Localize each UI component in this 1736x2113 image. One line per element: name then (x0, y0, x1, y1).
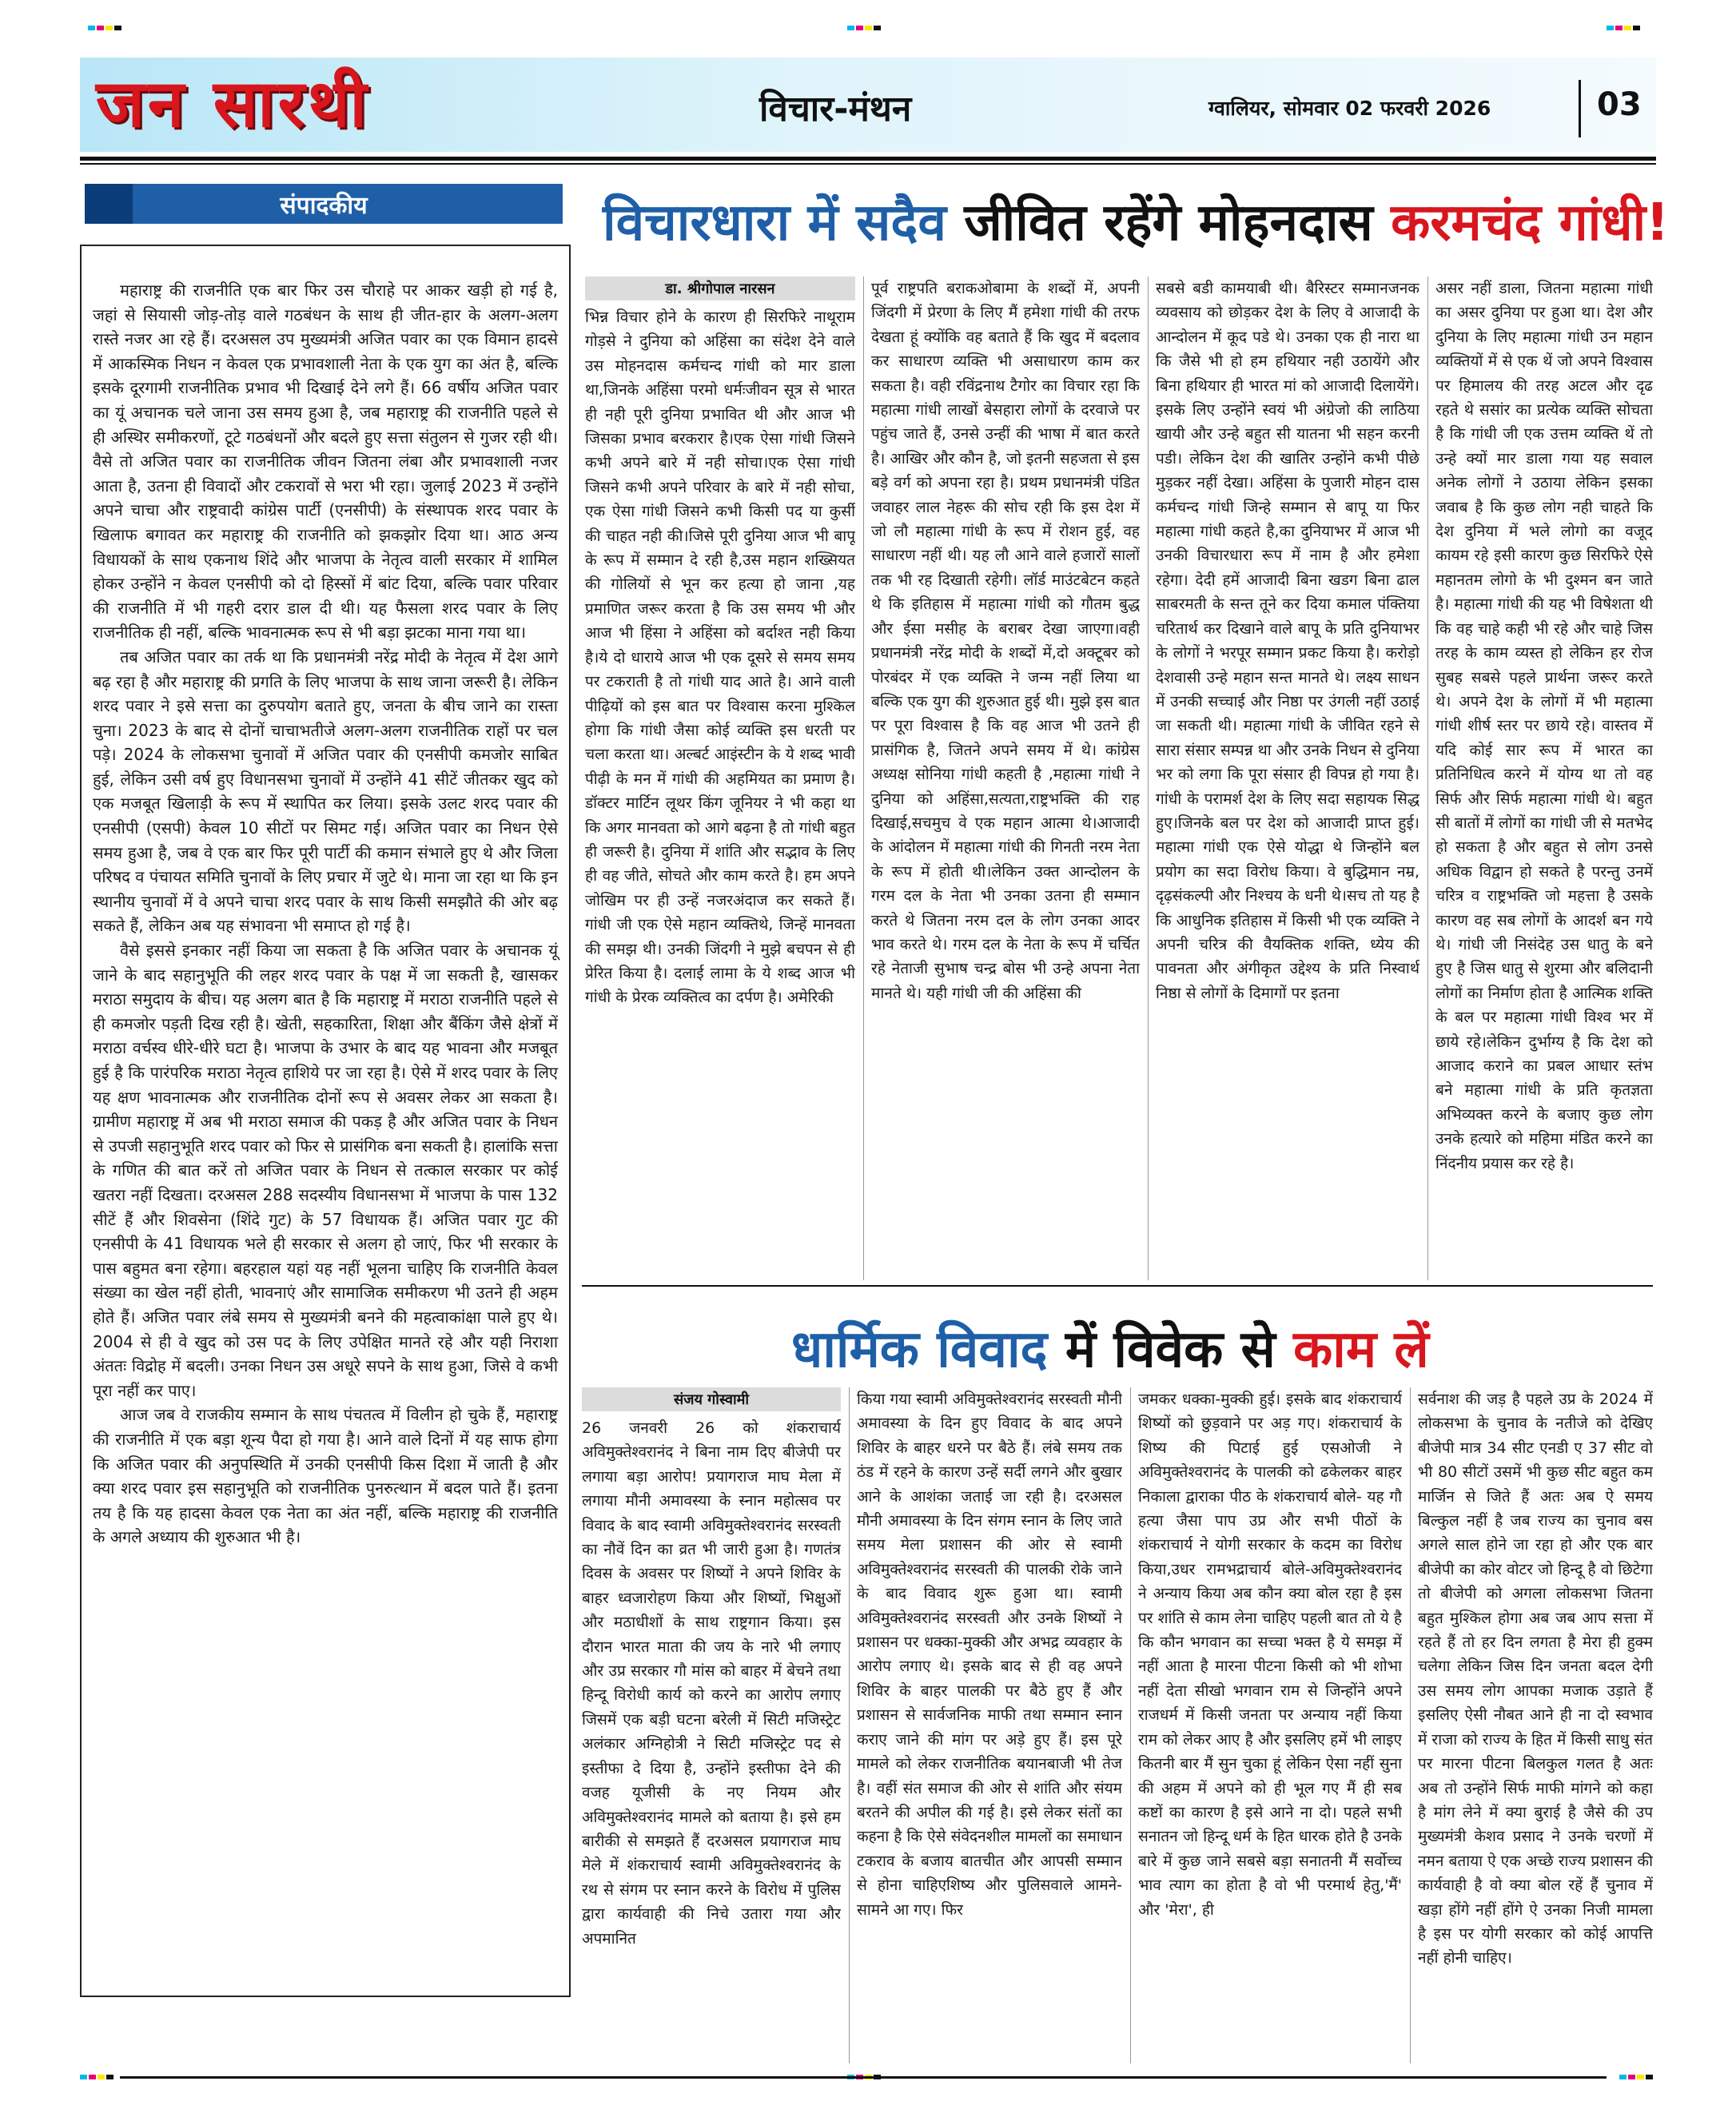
editorial-paragraph: महाराष्ट्र की राजनीति एक बार फिर उस चौराहे पर आकर खड़ी हो गई है, जहां से सियासी जोड़-तोड़ वाले गठबंधन के साथ ही जीत-हार के अलग-अलग रास्ते नजर आ रहे हैं। दरअसल उप मुख्यमंत्री अजित पवार का एक विमान हादसे में आकस्मिक निधन न केवल एक प्रभावशाली नेता के एक युग का अंत है, बल्कि इसके दूरगामी राजनीतिक प्रभाव भी दिखाई देने लगे हैं। 66 वर्षीय अजित पवार का यूं अचानक चले जाना उस समय हुआ है, जब महाराष्ट्र की राजनीति पहले से ही अस्थिर समीकरणों, टूटे गठबंधनों और बदले हुए सत्ता संतुलन से गुजर रही थी। वैसे तो अजित पवार का राजनीतिक जीवन जितना लंबा और प्रभावशाली नजर आता है, उतना ही विवादों और टकरावों से भरा भी रहा। जुलाई 2023 में उन्होंने अपने चाचा और राष्ट्रवादी कांग्रेस पार्टी (एनसीपी) के संस्थापक शरद पवार के खिलाफ बगावत कर महाराष्ट्र की राजनीति को झकझोर दिया था। आठ अन्य विधायकों के साथ एकनाथ शिंदे और भाजपा के नेतृत्व वाली सरकार में शामिल होकर उन्होंने न केवल एनसीपी को दो हिस्सों में बांट दिया, बल्कि पवार परिवार की राजनीति में भी गहरी दरार डाल दी थी। यह फैसला शरद पवार के लिए राजनीतिक ही नहीं, बल्कि भावनात्मक रूप से भी बड़ा झटका माना गया था। (93, 281, 558, 643)
article2-headline-part3: काम लें (1293, 1320, 1429, 1379)
registration-mark-bottom-right (1619, 2075, 1653, 2079)
article1-headline-part1: विचारधारा में सदैव (603, 193, 946, 253)
column-divider (863, 277, 864, 1280)
column-divider (1427, 277, 1428, 1280)
registration-mark-top-right (1607, 26, 1640, 30)
registration-mark-bottom-left (80, 2075, 113, 2079)
article1-column-1 (585, 305, 855, 1282)
masthead-separator (1579, 80, 1581, 137)
article2-column-text: किया गया स्वामी अविमुक्तेश्वरानंद सरस्वती मौनी अमावस्या के दिन हुए विवाद के बाद अपने शिविर के बाहर धरने पर बैठे हैं। लंबे समय तक ठंड में रहने के कारण उन्हें सर्दी लगने और बुखार आने के आशंका जताई जा रही है। दरअसल मौनी अमावस्या के दिन संगम स्नान के लिए जाते समय मेला प्रशासन की ओर से स्वामी अविमुक्तेश्वरानंद सरस्वती की पालकी रोके जाने के बाद विवाद शुरू हुआ था। स्वामी अविमुक्तेश्वरानंद सरस्वती और उनके शिष्यों ने प्रशासन पर धक्का-मुक्की और अभद्र व्यवहार के आरोप लगाए थे। इसके बाद से ही वह अपने शिविर के बाहर पालकी पर बैठे हुए हैं और प्रशासन से सार्वजनिक माफी तथा सम्मान स्नान कराए जाने की मांग पर अड़े हुए हैं। इस पूरे मामले को लेकर राजनीतिक बयानबाजी भी तेज है। वहीं संत समाज की ओर से शांति और संयम बरतने की अपील की गई है। इसे लेकर संतों का कहना है कि ऐसे संवेदनशील मामलों का समाधान टकराव के बजाय बातचीत और आपसी सम्मान से होना चाहिएशिष्य और पुलिसवाले आमने-सामने आ गए। फिर (857, 1391, 1122, 1919)
article2-byline: संजय गोस्वामी (582, 1387, 841, 1411)
article1-headline-part2: जीवित रहेंगे मोहनदास (964, 193, 1373, 253)
article2-column-text: जमकर धक्का-मुक्की हुई। इसके बाद शंकराचार्य शिष्यों को छुड़वाने पर अड़ गए। शंकराचार्य के शिष्य की पिटाई हुई एसओजी ने अविमुक्तेश्वरानंद के पालकी को ढकेलकर बाहर निकाला द्वाराका पीठ के शंकराचार्य बोले- यह गौ हत्या जैसा पाप उप्र और सभी पीठों के शंकराचार्य ने योगी सरकार के कदम का विरोध किया,उधर रामभद्राचार्य बोले-अविमुक्तेश्वरानंद ने अन्याय किया अब कौन क्या बोल रहा है इस पर शांति से काम लेना चाहिए पहली बात तो ये है कि कौन भगवान का सच्चा भक्त है ये समझ में नहीं आता है मारना पीटना किसी को भी शोभा नहीं देता सीखो भगवान राम से जिन्होंने अपने राजधर्म में किसी जनता पर अन्याय नहीं किया राम को लेकर आए है और इसलिए हमें भी लाइए कितनी बार मैं सुन चुका हूं लेकिन ऐसा नहीं सुना की अहम में अपने को ही भूल गए मैं ही सब कष्टों का कारण है इसे आने ना दो। पहले सभी सनातन जो हिन्दू धर्म के हित धारक होते है उनके बारे में कुछ जाने सबसे बड़ा सनातनी मैं सर्वोच्च भाव त्याग का होता है वो भी परमार्थ हेतु,'मैं' और 'मेरा', ही (1138, 1391, 1402, 1919)
article1-column-text: असर नहीं डाला, जितना महात्मा गांधी का असर दुनिया पर हुआ था। देश और दुनिया के लिए महात्मा गांधी उन महान व्यक्तियों में से एक थें जो अपने विश्वास पर हिमालय की तरह अटल और दृढ रहते थे ससांर का प्रत्येक व्यक्ति सोचता है कि गांधी जी एक उत्तम व्यक्ति थें तो उन्हे क्यों मार डाला गया यह सवाल अनेक लोगों ने उठाया लेकिन इसका जवाब है कि कुछ लोग नही चाहते कि देश दुनिया में भले लोगो का वजूद कायम रहे इसी कारण कुछ सिरफिरे ऐसे महानतम लोगो के भी दुश्मन बन जाते है। महात्मा गांधी की यह भी विषेशता थी कि वह चाहे कही भी रहे और चाहे जिस तरह के काम व्यस्त हो लेकिन हर रोज सुबह सबसे पहले प्रार्थना जरूर करते थे। अपने देश के लोगों में भी महात्मा गांधी शीर्ष स्तर पर छाये रहे। वास्तव में यदि कोई सार रूप में भारत का प्रतिनिधित्व करने में योग्य था तो वह सिर्फ और सिर्फ महात्मा गांधी थे। बहुत सी बातों में लोगों का गांधी जी से मतभेद हो सकता है और बहुत से लोग उनसे अधिक विद्वान हो सकते है परन्तु उनमें चरित्र व राष्ट्रभक्ति जो महत्ता है उसके कारण वह सब लोगों के आदर्श बन गये थे। गांधी जी निसंदेह उस धातु के बने हुए है जिस धातु से शुरमा और बलिदानी लोगों का निर्माण होता है आत्मिक शक्ति के बल पर महात्मा गांधी विश्व भर में छाये रहे।लेकिन दुर्भाग्य है कि देश को आजाद कराने का प्रबल आधार स्तंभ बने महात्मा गांधी के प्रति कृतज्ञता अभिव्यक्त करने के बजाए कुछ लोग उनके हत्यारे को महिमा मंडित करने का निंदनीय प्रयास कर रहे है। (1435, 280, 1653, 1172)
article1-column-3 (1156, 277, 1419, 1282)
column-divider (849, 1387, 850, 2063)
article1-column-text: सबसे बडी कामयाबी थी। बैरिस्टर सम्मानजनक व्यवसाय को छोड़कर देश के लिए वे आजादी के आन्दोलन में कूद पडे थे। उनका एक ही नारा था कि जैसे भी हो हम हथियार नही उठायेंगे और बिना हथियार ही भारत मां को आजादी दिलायेंगे। इसके लिए उन्होंने स्वयं भी अंग्रेजो की लाठिया खायी और उन्हे बहुत सी यातना भी सहन करनी पडी। लेकिन देश की खातिर उन्होंने कभी पीछे मुड़कर नहीं देखा। अहिंसा के पुजारी मोहन दास कर्मचन्द गांधी जिन्हे सम्मान से बापू या फिर महात्मा गांधी कहते है,का दुनियाभर में आज भी उनकी विचारधारा रूप में नाम है और हमेशा रहेगा। देदी हमें आजादी बिना खडग बिना ढाल साबरमती के सन्त तूने कर दिया कमाल पंक्तिया चरितार्थ कर दिखाने वाले बापू के प्रति दुनियाभर के लोगों ने भरपूर सम्मान प्रकट किया है। करोड़ो देशवासी उन्हे महान सन्त मानते थे। लक्ष्य साधन में उनकी सच्चाई और निष्ठा पर उंगली नहीं उठाई जा सकती थी। महात्मा गांधी के जीवित रहने से सारा संसार सम्पन्न था और उनके निधन से दुनिया भर को लगा कि पूरा संसार ही विपन्न हो गया है। गांधी के परामर्श देश के लिए सदा सहायक सिद्ध हुए।जिनके बल पर देश को आजादी प्राप्त हुई। महात्मा गांधी एक ऐसे योद्धा थे जिन्होंने बल प्रयोग का सदा विरोध किया। वे बुद्धिमान नम्र, दृढ़संकल्पी और निश्चय के धनी थे।सच तो यह है कि आधुनिक इतिहास में किसी भी एक व्यक्ति ने अपनी चरित्र की वैयक्तिक शक्ति, ध्येय की पावनता और अंगीकृत उद्देश्य के प्रति निस्वार्थ निष्ठा से लोगों के दिमागों पर इतना (1156, 280, 1419, 1002)
article2-headline-part1: धार्मिक विवाद (791, 1320, 1048, 1379)
article1-headline (603, 185, 1670, 255)
article1-column-text: पूर्व राष्ट्रपति बराकओबामा के शब्दों में, अपनी जिंदगी में प्रेरणा के लिए मैं हमेशा गांधी की तरफ देखता हूं क्योंकि वह बताते हैं कि खुद में बदलाव कर साधारण व्यक्ति भी असाधारण काम कर सकता है। वही रविंद्रनाथ टैगोर का विचार रहा कि महात्मा गांधी लाखों बेसहारा लोगों के दरवाजे पर पहुंच जाते हैं, उनसे उन्हीं की भाषा में बात करते है। आखिर और कौन है, जो इतनी सहजता से इस बड़े वर्ग को अपना रहा है। प्रथम प्रधानमंत्री पंडित जवाहर लाल नेहरू की सोच रही कि इस देश में जो लौ महात्मा गांधी के रूप में रोशन हुई, वह साधारण नहीं थी। यह लौ आने वाले हजारों सालों तक भी रह दिखाती रहेगी। लॉर्ड माउंटबेटन कहते थे कि इतिहास में महात्मा गांधी को गौतम बुद्ध और ईसा मसीह के बराबर देखा जाएगा।वही प्रधानमंत्री नरेंद्र मोदी के शब्दों में,दो अक्टूबर को पोरबंदर में एक व्यक्ति ने जन्म नहीं लिया था बल्कि एक युग की शुरुआत हुई थी। मुझे इस बात पर पूरा विश्वास है कि वह आज भी उतने ही प्रासंगिक है, जितने अपने समय में थे। कांग्रेस अध्यक्ष सोनिया गांधी कहती है ,महात्मा गांधी ने दुनिया को अहिंसा,सत्यता,राष्ट्रभक्ति की राह दिखाई,सचमुच वे एक महान आत्मा थे।आजादी के आंदोलन में महात्मा गांधी की गिनती नरम नेता के रूप में होती थी।लेकिन उक्त आन्दोलन के गरम दल के नेता भी उनका उतना ही सम्मान करते थे जितना नरम दल के लोग उनका आदर भाव करते थे। गरम दल के नेता के रूप में चर्चित रहे नेताजी सुभाष चन्द्र बोस भी उन्हे अपना नेता मानते थे। यही गांधी जी की अहिंसा की (871, 280, 1140, 1002)
column-divider (1148, 277, 1149, 1280)
article2-column-2 (857, 1387, 1122, 2063)
editorial-paragraph: तब अजित पवार का तर्क था कि प्रधानमंत्री नरेंद्र मोदी के नेतृत्व में देश आगे बढ़ रहा है और महाराष्ट्र की प्रगति के लिए भाजपा के साथ जाना जरूरी है। लेकिन शरद पवार ने इसे सत्ता का दुरुपयोग बताते हुए, जनता के बीच जाने का रास्ता चुना। 2023 के बाद से दोनों चाचाभतीजे अलग-अलग राजनीतिक राहों पर चल पड़े। 2024 के लोकसभा चुनावों में अजित पवार की एनसीपी कमजोर साबित हुई, लेकिन उसी वर्ष हुए विधानसभा चुनावों में उन्होंने 41 सीटें जीतकर खुद को एक मजबूत खिलाड़ी के रूप में स्थापित कर लिया। इसके उलट शरद पवार की एनसीपी (एसपी) केवल 10 सीटों पर सिमट गई। अजित पवार का निधन ऐसे समय हुआ है, जब वे एक बार फिर पूरी पार्टी की कमान संभाले हुए थे और जिला परिषद व पंचायत समिति चुनावों के लिए प्रचार में जुटे थे। माना जा रहा था कि इन स्थानीय चुनावों में वे अपने चाचा शरद पवार के साथ किसी समझौते की ओर बढ़ सकते हैं, लेकिन अब यह संभावना भी समाप्त हो गई है। (93, 647, 558, 936)
editorial-box (80, 245, 571, 1997)
article2-column-text: 26 जनवरी 26 को शंकराचार्य अविमुक्तेश्वरानंद ने बिना नाम दिए बीजेपी पर लगाया बड़ा आरोप! प्रयागराज माघ मेला में लगाया मौनी अमावस्या के स्नान महोत्सव पर विवाद के बाद स्वामी अविमुक्तेश्वरानंद सरस्वती का नौवें दिन का व्रत भी जारी हुआ है। गणतंत्र दिवस के अवसर पर शिष्यों ने अपने शिविर के बाहर ध्वजारोहण किया और शिष्यों, भिक्षुओं और मठाधीशों के साथ राष्ट्रगान किया। इस दौरान भारत माता की जय के नारे भी लगाए और उप्र सरकार गौ मांस को बाहर में बेचने तथा हिन्दू विरोधी कार्य को करने का आरोप लगाए जिसमें एक बड़ी घटना बरेली में सिटी मजिस्ट्रेट अलंकार अग्निहोत्री ने सिटी मजिस्ट्रेट पद से इस्तीफा दे दिया है, उन्होंने इस्तीफा देने की वजह यूजीसी के नए नियम और अविमुक्तेश्वरानंद मामले को बताया है। इसे हम बारीकी से समझते हैं दरअसल प्रयागराज माघ मेले में शंकराचार्य स्वामी अविमुक्तेश्वरानंद के रथ से संगम पर स्नान करने के विरोध में पुलिस द्वारा कार्यवाही की निचे उतारा गया और अपमानित (582, 1419, 841, 1948)
registration-mark-top-center (847, 26, 881, 30)
registration-mark-top-left (88, 26, 121, 30)
editorial-label (85, 184, 563, 224)
article2-headline-part2: में विवेक से (1065, 1320, 1276, 1379)
editorial-label-text: संपादकीय (280, 191, 368, 220)
masthead-rule (80, 157, 1656, 161)
article2-column-text: सर्वनाश की जड़ है पहले उप्र के 2024 में लोकसभा के चुनाव के नतीजे को देखिए बीजेपी मात्र 34 सीट एनडी ए 37 सीट वो भी 80 सीटों उसमें भी कुछ सीट बहुत कम मार्जिन से जिते हैं अतः अब ऐ समय बिल्कुल नहीं है जब राज्य का चुनाव बस अगले साल होने जा रहा हो और एक बार बीजेपी का कोर वोटर जो हिन्दू है वो छिटेगा तो बीजेपी को अगला लोकसभा जितना बहुत मुश्किल होगा अब जब आप सत्ता में रहते हैं तो हर दिन लगता है मेरा ही हुक्म चलेगा लेकिन जिस दिन जनता बदल देगी उस समय लोग आपका मजाक उड़ाते हैं इसलिए ऐसी नौबत आने ही ना दो स्वभाव में राजा को राज्य के हित में किसी साधु संत पर मारना पीटना बिलकुल गलत है अतः अब तो उन्होंने सिर्फ माफी मांगने को कहा है मांग लेने में क्या बुराई है जैसे की उप मुख्यमंत्री केशव प्रसाद ने उनके चरणों में नमन बताया ऐ एक अच्छे राज्य प्रशासन की कार्यवाही है वो क्या बोल रहें हैं चुनाव में खड़ा होंगे नहीं होंगे ऐ उनका निजी मामला है इस पर योगी सरकार को कोई आपत्ति नहीं होनी चाहिए। (1418, 1391, 1653, 1968)
article1-column-text: भिन्न विचार होने के कारण ही सिरफिरे नाथूराम गोड़से ने दुनिया को अहिंसा का संदेश देने वाले उस मोहनदास कर्मचन्द गांधी को मार डाला था,जिनके अहिंसा परमो धर्मःजीवन सूत्र से भारत ही नही पूरी दुनिया प्रभावित थी और आज भी जिसका प्रभाव बरकरार है।एक ऐसा गांधी जिसने कभी अपने बारे में नही सोचा।एक ऐसा गांधी जिसने कभी अपने परिवार के बारे में नही सोचा, एक ऐसा गांधी जिसने कभी किसी पद या कुर्सी की चाहत नही की।जिसे पूरी दुनिया आज भी बापू के रूप में सम्मान दे रही है,उस महान शख्सियत की गोलियों से भून कर हत्या हो जाना ,यह प्रमाणित जरूर करता है कि उस समय भी और आज भी हिंसा ने अहिंसा को बर्दाश्त नही किया है।ये दो धाराये आज भी एक दूसरे से समय समय पर टकराती है तो गांधी याद आते है। आने वाली पीढ़ियों को इस बात पर विश्वास करना मुश्किल होगा कि गांधी जैसा कोई व्यक्ति इस धरती पर चला करता था। अल्बर्ट आइंस्टीन के ये शब्द भावी पीढ़ी के मन में गांधी की अहमियत का प्रमाण है। डॉक्टर मार्टिन लूथर किंग जूनियर ने भी कहा था कि अगर मानवता को आगे बढ़ना है तो गांधी बहुत ही जरूरी है। दुनिया में शांति और सद्भाव के लिए ही वह जीते, सोचते और काम करते है। हम अपने जोखिम पर ही उन्हें नजरअंदाज कर सकते हैं। गांधी जी एक ऐसे महान व्यक्तिथे, जिन्हें मानवता की समझ थी। उनकी जिंदगी ने मुझे बचपन से ही प्रेरित किया है। दलाई लामा के ये शब्द आज भी गांधी के प्रेरक व्यक्तित्व का दर्पण है। अमेरिकी (585, 308, 855, 1007)
article2-column-4 (1418, 1387, 1653, 2063)
edition-date: ग्वालियर, सोमवार 02 फरवरी 2026 (1208, 97, 1491, 120)
footer-rule (120, 2076, 1607, 2079)
article1-column-2 (871, 277, 1140, 1282)
editorial-paragraph: आज जब वे राजकीय सम्मान के साथ पंचतत्व में विलीन हो चुके हैं, महाराष्ट्र की राजनीति में एक बड़ा शून्य पैदा हो गया है। आने वाले दिनों में यह साफ होगा कि अजित पवार की अनुपस्थिति में उनकी एनसीपी किस दिशा में जाती है और क्या शरद पवार इस सहानुभूति को राजनीतिक पुनरुत्थान में बदल पाते हैं। इतना तय है कि यह हादसा केवल एक नेता का अंत नहीं, बल्कि महाराष्ट्र की राजनीति के अगले अध्याय की शुरुआत भी है। (93, 1405, 558, 1547)
masthead-rule-thin (80, 163, 1656, 165)
column-divider (1130, 1387, 1131, 2063)
section-title: विचार-मंथन (759, 89, 912, 129)
article2-column-3 (1138, 1387, 1402, 2063)
article1-column-4 (1435, 277, 1653, 1282)
article1-byline: डा. श्रीगोपाल नारसन (585, 277, 855, 300)
masthead-title: जन सारथी (96, 66, 370, 142)
article-separator (582, 1285, 1653, 1287)
column-divider (1410, 1387, 1411, 2063)
article2-column-1 (582, 1416, 841, 2062)
article2-headline (791, 1312, 1670, 1382)
article1-headline-part3: करमचंद गांधी! (1391, 193, 1670, 253)
page-number: 03 (1597, 86, 1642, 123)
editorial-paragraph: वैसे इससे इनकार नहीं किया जा सकता है कि अजित पवार के अचानक यूं जाने के बाद सहानुभूति की लहर शरद पवार के पक्ष में जा सकती है, खासकर मराठा समुदाय के बीच। यह अलग बात है कि महाराष्ट्र में मराठा राजनीति पहले से ही कमजोर पड़ती दिख रही है। खेती, सहकारिता, शिक्षा और बैंकिंग जैसे क्षेत्रों में मराठा वर्चस्व धीरे-धीरे घटा है। भाजपा के उभार के बाद यह भावना और मजबूत हुई है कि पारंपरिक मराठा नेतृत्व हाशिये पर जा रहा है। ऐसे में शरद पवार के लिए यह क्षण भावनात्मक और राजनीतिक दोनों रूप से अवसर लेकर आ सकता है। ग्रामीण महाराष्ट्र में अब भी मराठा समाज की पकड़ है और अजित पवार के निधन से उपजी सहानुभूति शरद पवार को फिर से प्रासंगिक बना सकती है। हालांकि सत्ता के गणित की बात करें तो अजित पवार के निधन से तत्काल सरकार पर कोई खतरा नहीं दिखता। दरअसल 288 सदस्यीय विधानसभा में भाजपा के पास 132 सीटें हैं और शिवसेना (शिंदे गुट) के 57 विधायक हैं। अजित पवार गुट की एनसीपी के 41 विधायक भले ही सरकार से अलग हो जाएं, फिर भी सरकार के पास बहुमत बना रहेगा। बहरहाल यहां यह नहीं भूलना चाहिए कि राजनीति केवल संख्या का खेल नहीं होती, भावनाएं और सामाजिक समीकरण भी उतने ही अहम होते हैं। अजित पवार लंबे समय से मुख्यमंत्री बनने की महत्वाकांक्षा पाले हुए थे। 2004 से ही वे खुद को उस पद के लिए उपेक्षित मानते रहे और यही निराशा अंततः विद्रोह में बदली। उनका निधन उस अधूरे सपने के साथ हुआ, जिसे वे कभी पूरा नहीं कर पाए। (93, 941, 558, 1400)
